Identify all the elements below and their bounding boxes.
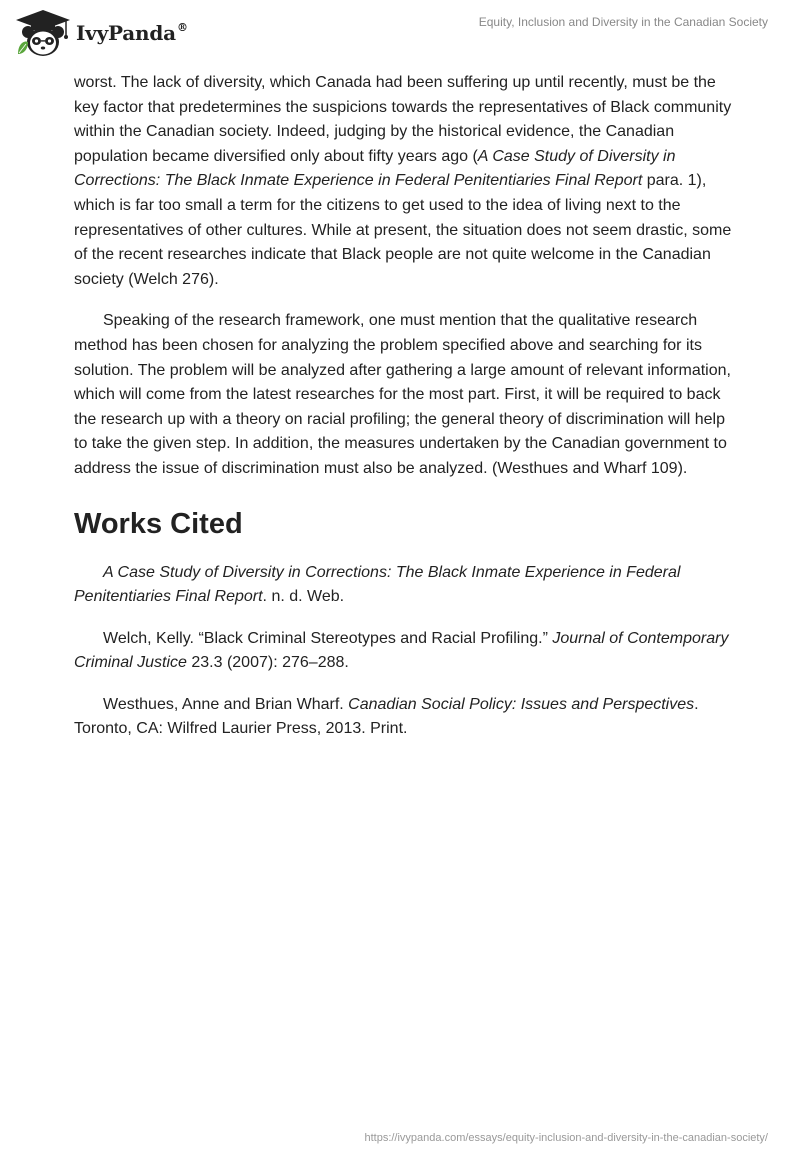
citation-entry: Welch, Kelly. “Black Criminal Stereotypes and Racial Profiling.” Journal of Contemporary Criminal Justice 23.3 (2007): 276–288. [74, 629, 729, 672]
ivypanda-logo[interactable] [14, 8, 188, 58]
logo-text: IvyPanda® [76, 21, 188, 45]
citation-entry: A Case Study of Diversity in Corrections: The Black Inmate Experience in Federal Penitentiaries Final Report. n. d. Web. [74, 563, 681, 606]
body-paragraph-2: Speaking of the research framework, one must mention that the qualitative research method has been chosen for analyzing the problem specified above and searching for its solution. The problem will be analyzed after gathering a large amount of relevant information, which will come from the latest researches for the most part. First, it will be required to back the research up with a theory on racial profiling; the general theory of discrimination will help to take the given step. In addition, the measures undertaken by the Canadian government to address the issue of discrimination must also be analyzed. (Westhues and Wharf 109). [74, 312, 731, 477]
works-cited-list [74, 561, 734, 743]
page-header [0, 0, 800, 70]
document-title: Equity, Inclusion and Diversity in the Canadian Society [478, 15, 768, 29]
registered-mark: ® [176, 21, 188, 34]
panda-graduate-icon [14, 8, 72, 58]
citation-entry: Westhues, Anne and Brian Wharf. Canadian Social Policy: Issues and Perspectives. Toronto, CA: Wilfred Laurier Press, 2013. Print. [74, 695, 699, 738]
body-paragraph-1: worst. The lack of diversity, which Canada had been suffering up until recently, must be the key factor that predetermines the suspicions towards the representatives of Black community within the Canadian society. Indeed, judging by the historical evidence, the Canadian population became diversified only about fifty years ago (A Case Study of Diversity in Corrections: The Black Inmate Experience in Federal Penitentiaries Final Report para. 1), which is far too small a term for the citizens to get used to the idea of living next to the representatives of other cultures. While at present, the situation does not seem drastic, some of the recent researches indicate that Black people are not quite welcome in the Canadian society (Welch 276). [74, 74, 732, 288]
works-cited-heading: Works Cited [74, 507, 243, 540]
source-url[interactable]: https://ivypanda.com/essays/equity-inclusion-and-diversity-in-the-canadian-society/ [364, 1132, 768, 1144]
essay-content [74, 71, 734, 759]
inline-citation-title: A Case Study of Diversity in Corrections: The Black Inmate Experience in Federal Penitentiaries Final Report [74, 147, 676, 190]
